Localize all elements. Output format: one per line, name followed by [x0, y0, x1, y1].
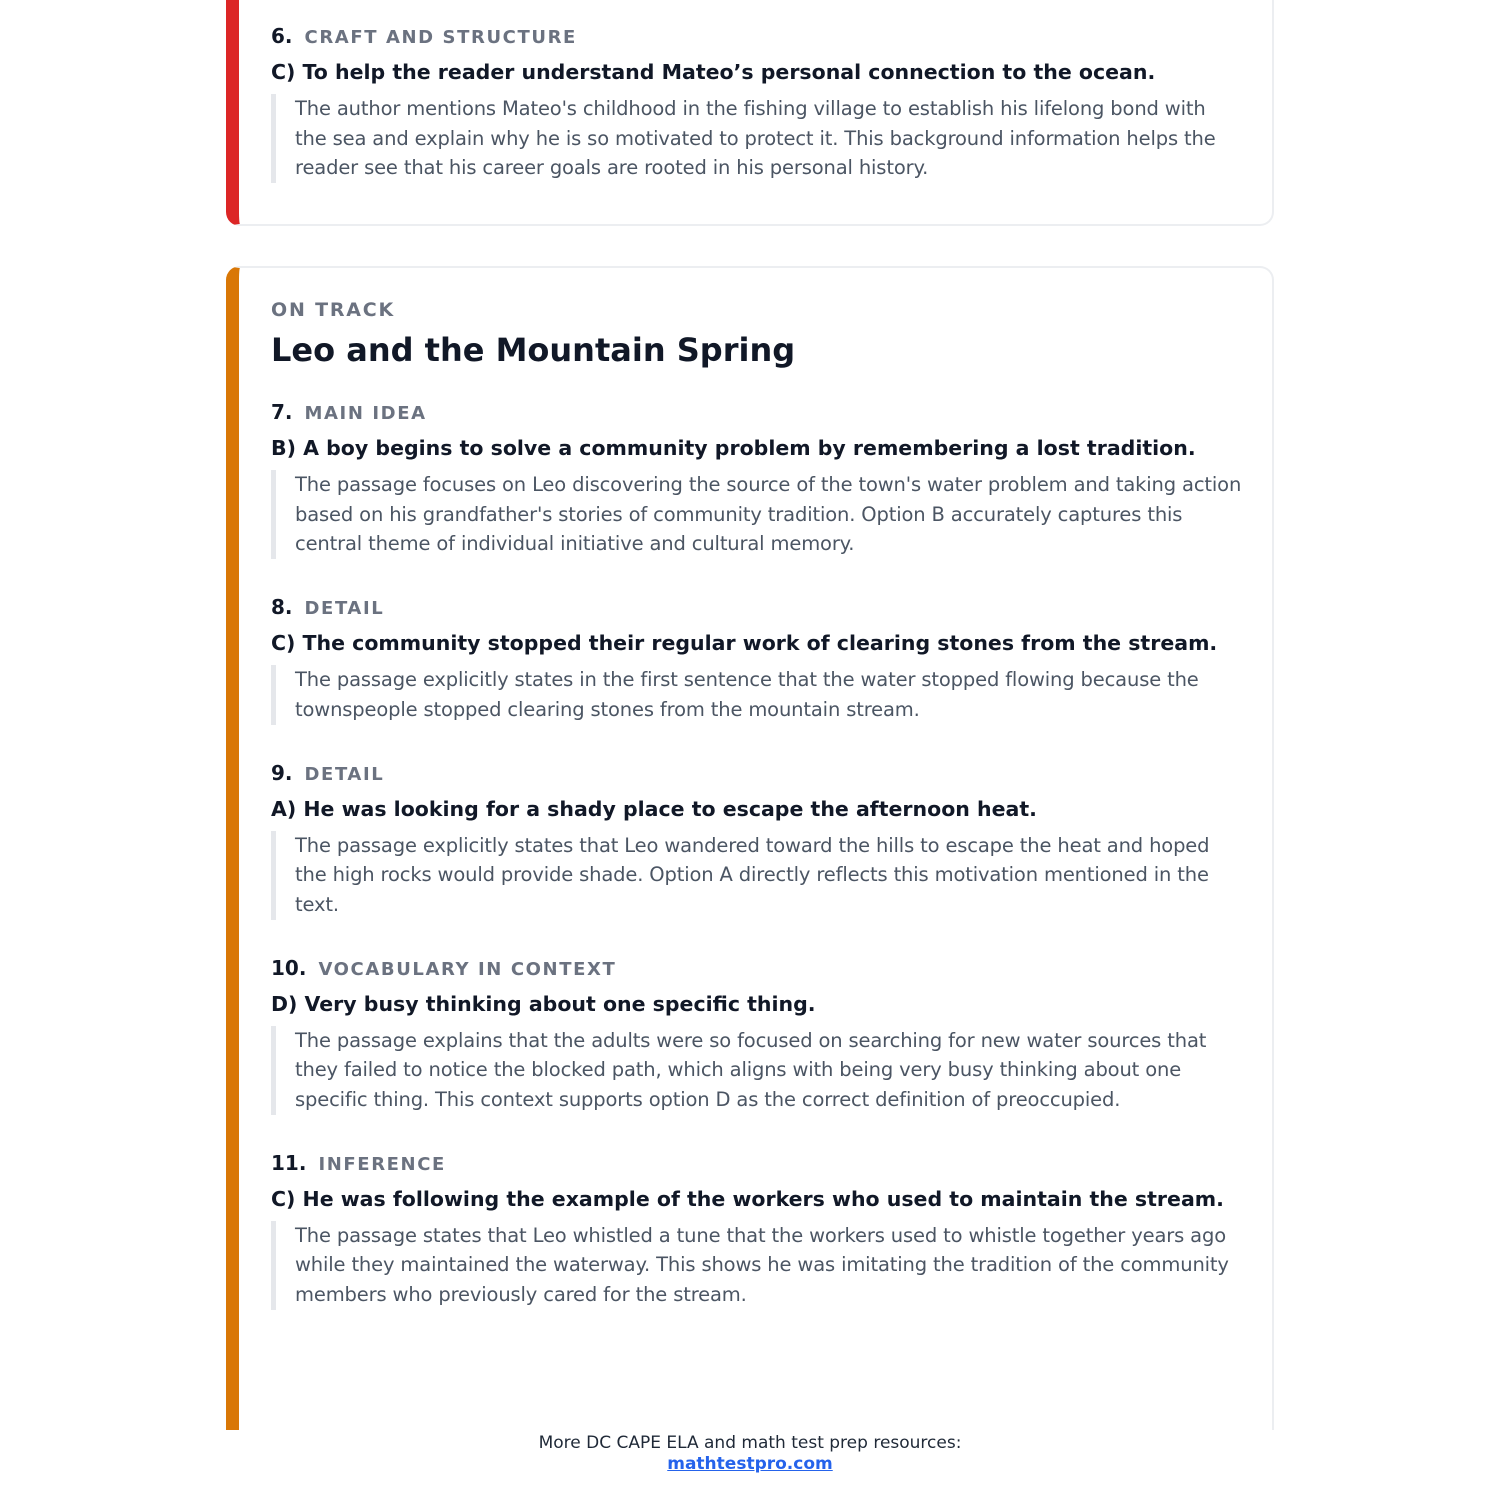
resource-link[interactable]: mathtestpro.com	[667, 1454, 833, 1474]
page-footer	[0, 1433, 1500, 1475]
passage-title: Leo and the Mountain Spring	[271, 331, 796, 369]
question-header	[271, 593, 1242, 621]
question-category: INFERENCE	[318, 1153, 446, 1175]
question-7	[271, 398, 1242, 559]
question-number: 8.	[271, 595, 293, 620]
question-9	[271, 759, 1242, 920]
answer-explanation: The passage explains that the adults were so focused on searching for new water sources that they failed to notice the blocked path, which aligns with being very busy thinking about one specific thing. This context supports option D as the correct definition of preoccupied.	[271, 1026, 1242, 1115]
correct-answer: C) He was following the example of the workers who used to maintain the stream.	[271, 1186, 1224, 1211]
card-content	[271, 298, 1242, 1310]
question-category: VOCABULARY IN CONTEXT	[318, 958, 617, 980]
question-number: 9.	[271, 760, 293, 785]
question-11	[271, 1149, 1242, 1310]
question-number: 10.	[271, 955, 307, 980]
correct-answer: C) To help the reader understand Mateo’s personal connection to the ocean.	[271, 60, 1156, 84]
card-content	[271, 22, 1242, 183]
question-number: 6.	[271, 24, 293, 48]
correct-answer: A) He was looking for a shady place to escape the afternoon heat.	[271, 796, 1037, 821]
question-category: MAIN IDEA	[304, 403, 427, 424]
question-header	[271, 22, 1242, 50]
answer-explanation: The author mentions Mateo's childhood in the fishing village to establish his lifelong bond with the sea and explain why he is so motivated to protect it. This background information helps the reader see that his career goals are rooted in his personal history.	[271, 94, 1242, 183]
question-number: 11.	[271, 1150, 307, 1175]
question-category: CRAFT AND STRUCTURE	[304, 27, 577, 48]
answer-explanation: The passage states that Leo whistled a tune that the workers used to whistle together years ago while they maintained the waterway. This shows he was imitating the tradition of the community members who previously cared for the stream.	[271, 1221, 1242, 1310]
footer-text: More DC CAPE ELA and math test prep resources:	[538, 1433, 962, 1453]
answer-explanation: The passage focuses on Leo discovering the source of the town's water problem and taking action based on his grandfather's stories of community tradition. Option B accurately captures this central theme of individual initiative and cultural memory.	[271, 470, 1242, 559]
question-6	[271, 22, 1242, 183]
question-8	[271, 593, 1242, 724]
correct-answer: C) The community stopped their regular work of clearing stones from the stream.	[271, 631, 1218, 656]
question-category: DETAIL	[304, 763, 385, 785]
answer-explanation: The passage explicitly states in the first sentence that the water stopped flowing because the townspeople stopped clearing stones from the mountain stream.	[271, 665, 1242, 724]
question-header	[271, 759, 1242, 787]
answer-card-previous-passage	[226, 0, 1274, 226]
question-header	[271, 398, 1242, 426]
passage-level-label: ON TRACK	[271, 299, 396, 321]
question-header	[271, 954, 1242, 982]
correct-answer: D) Very busy thinking about one specific thing.	[271, 991, 816, 1016]
question-header	[271, 1149, 1242, 1177]
correct-answer: B) A boy begins to solve a community problem by remembering a lost tradition.	[271, 436, 1196, 460]
question-category: DETAIL	[304, 598, 385, 620]
question-10	[271, 954, 1242, 1115]
answer-card-leo-passage	[226, 266, 1274, 1430]
answer-explanation: The passage explicitly states that Leo wandered toward the hills to escape the heat and hoped the high rocks would provide shade. Option A directly reflects this motivation mentioned in the text.	[271, 831, 1242, 920]
question-number: 7.	[271, 400, 293, 424]
